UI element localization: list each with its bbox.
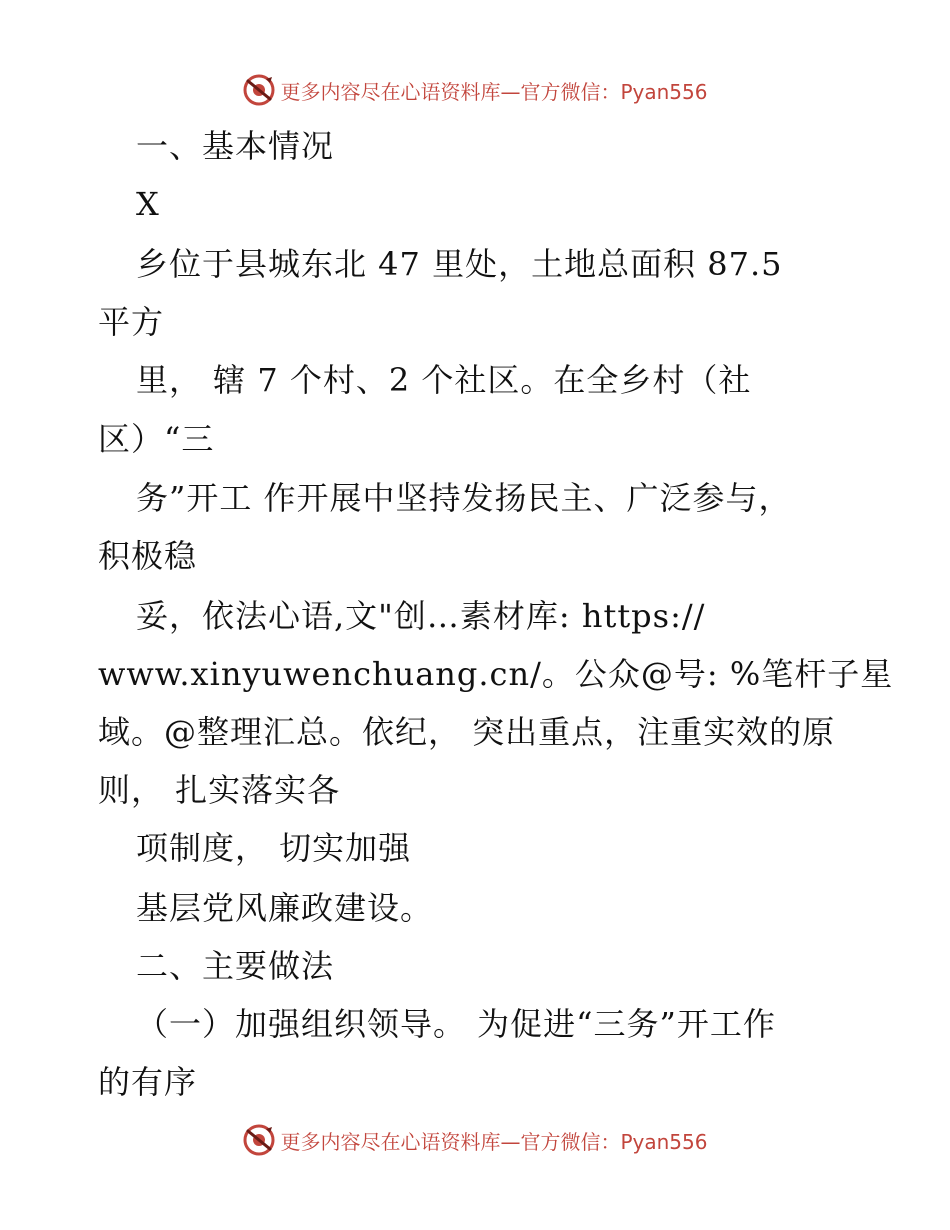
brand-logo-icon: [242, 1123, 276, 1157]
watermark-text: 更多内容尽在心语资料库—官方微信：Pyan556: [280, 79, 708, 104]
text-line: （一）加强组织领导。 为促进“三务”开工作: [136, 1005, 776, 1043]
brand-logo-icon: [242, 73, 276, 107]
text-line: 一、基本情况: [136, 127, 335, 165]
text-line: 平方: [98, 303, 165, 341]
header-watermark: [0, 72, 950, 108]
text-line: 乡位于县城东北 47 里处，土地总面积 87.5: [136, 245, 783, 283]
text-line: 域。@整理汇总。依纪， 突出重点，注重实效的原: [98, 713, 836, 751]
text-line: 的有序: [98, 1063, 198, 1101]
watermark-text: 更多内容尽在心语资料库—官方微信：Pyan556: [280, 1129, 708, 1154]
text-line: 积极稳: [98, 537, 198, 575]
text-line: 务”开工 作开展中坚持发扬民主、广泛参与，: [136, 479, 792, 517]
text-line: 则， 扎实落实各: [98, 771, 341, 809]
text-line: 妥，依法心语,文"创…素材库: https://: [136, 597, 706, 635]
section-heading: 二、主要做法: [136, 947, 335, 985]
text-line: 基层党风廉政建设。: [136, 889, 434, 927]
footer-watermark: [0, 1122, 950, 1158]
text-line: 项制度， 切实加强: [136, 829, 412, 867]
text-line: 里， 辖 7 个村、2 个社区。在全乡村（社: [136, 361, 752, 399]
text-line: X: [136, 185, 160, 223]
text-line: 区）“三: [98, 420, 215, 458]
text-line: www.xinyuwenchuang.cn/。公众@号: %笔杆子星: [98, 655, 894, 693]
